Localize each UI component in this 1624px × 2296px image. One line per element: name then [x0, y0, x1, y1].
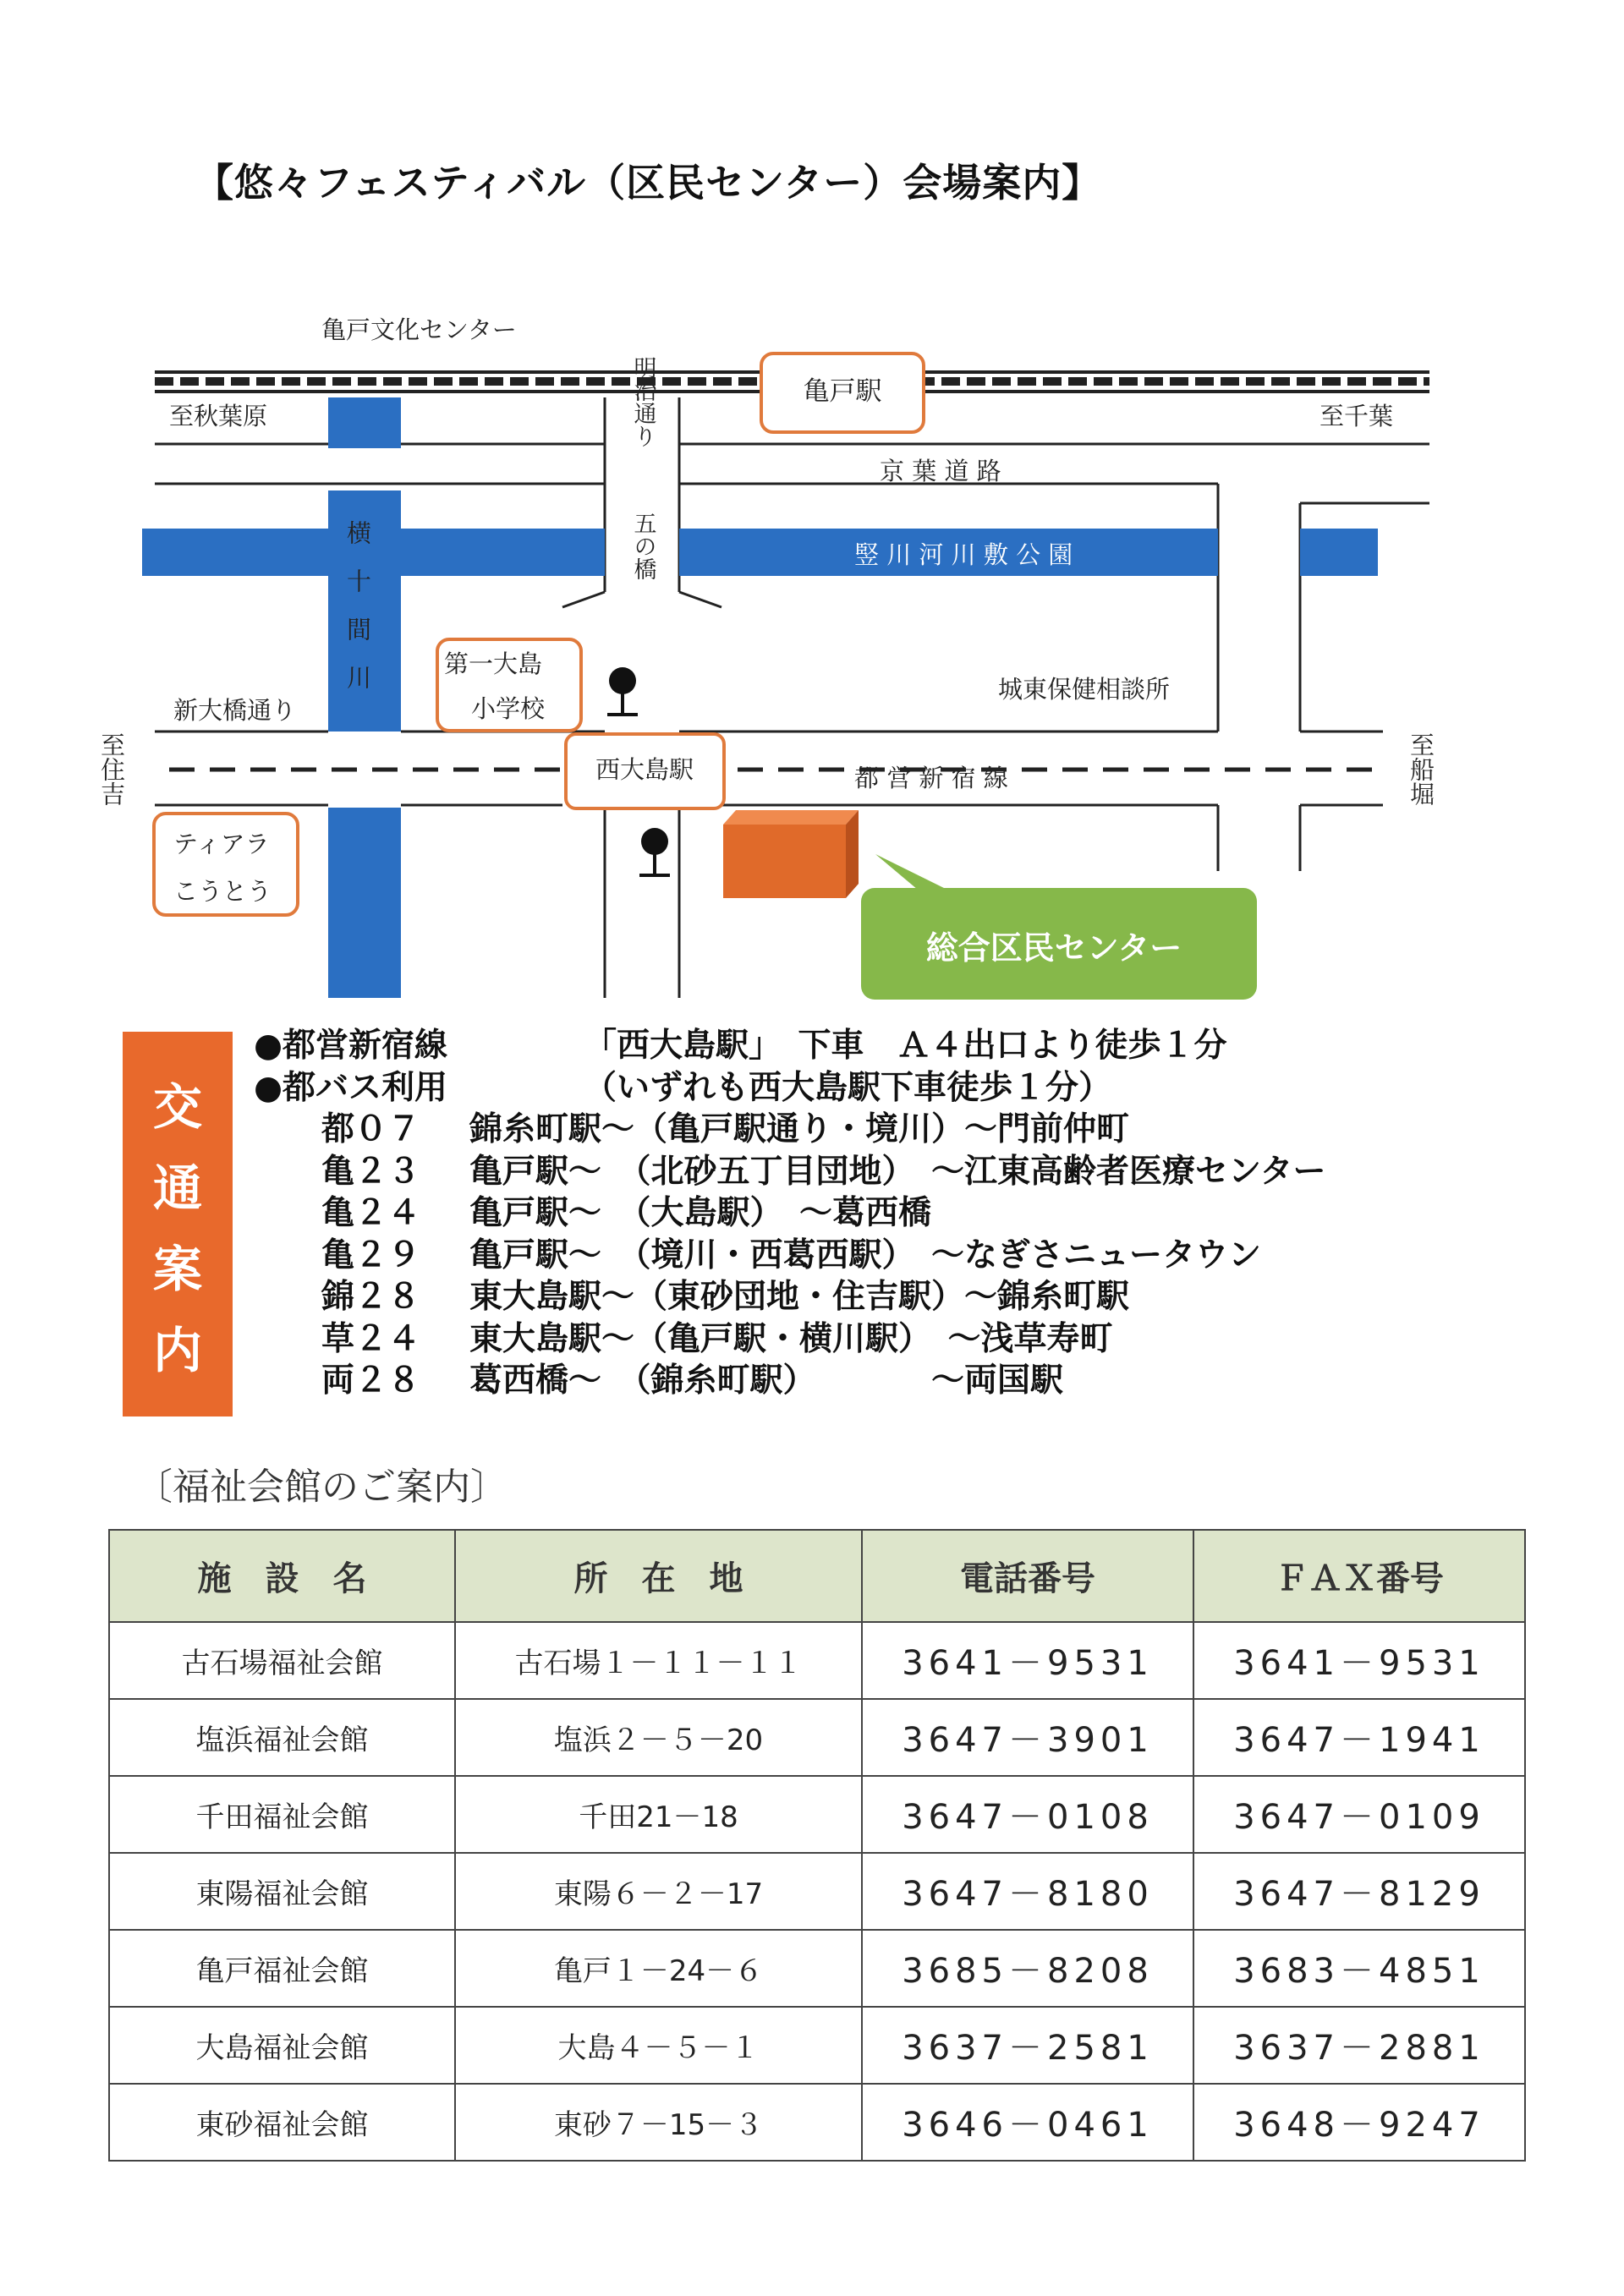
bus-route-number: 亀２４: [321, 1194, 421, 1232]
transit-detail: （いずれも西大島駅下車徒歩１分）: [584, 1068, 1112, 1107]
meiji-dori-label: 明治通り: [629, 356, 656, 447]
transit-tab-char: 内: [152, 1322, 202, 1379]
facility-name: 古石場福祉会館: [109, 1622, 455, 1699]
facility-name: 亀戸福祉会館: [109, 1930, 455, 2007]
bus-stop-icon: [639, 828, 670, 875]
bus-route-number: 両２８: [321, 1362, 421, 1400]
center-callout: [861, 854, 1257, 1000]
bus-route-number: 亀２９: [321, 1236, 421, 1274]
facility-fax: 3637－2881: [1193, 2007, 1525, 2084]
gonohashi-label: 五の橋: [629, 512, 656, 580]
facility-phone: 3646－0461: [862, 2084, 1193, 2161]
column-header: 施 設 名: [109, 1530, 455, 1622]
bus-route-detail: 亀戸駅～ （大島駅） ～葛西橋: [469, 1194, 932, 1232]
page-title: 【悠々フェスティバル（区民センター）会場案内】: [195, 160, 1102, 205]
tiara-label-line1: ティアラ: [173, 830, 270, 858]
keiyo-road-label: 京 葉 道 路: [880, 457, 1001, 485]
bus-route-detail: 錦糸町駅～（亀戸駅通り・境川）～門前仲町: [469, 1110, 1130, 1148]
venue-map: [0, 0, 1624, 1032]
table-header-row: [109, 1530, 1525, 1622]
table-row: [109, 1699, 1525, 1776]
facility-address: 千田21－18: [455, 1776, 862, 1853]
facility-name: 東砂福祉会館: [109, 2084, 455, 2161]
center-callout-label: 総合区民センター: [925, 929, 1182, 967]
facility-phone: 3685－8208: [862, 1930, 1193, 2007]
facility-address: 東陽６－２－17: [455, 1853, 862, 1930]
facility-address: 亀戸１－24－６: [455, 1930, 862, 2007]
transit-tab-char: 案: [152, 1241, 202, 1298]
bus-route-detail: 亀戸駅～ （北砂五丁目団地） ～江東高齢者医療センター: [469, 1152, 1326, 1191]
welfare-table: [108, 1529, 1526, 2162]
facility-address: 塩浜２－５－20: [455, 1699, 862, 1776]
facility-name: 東陽福祉会館: [109, 1853, 455, 1930]
tatekawa-park-label: 竪 川 河 川 敷 公 園: [854, 540, 1073, 569]
yokojukken-river-top: [328, 397, 401, 448]
kameido-bunka-label: 亀戸文化センター: [321, 315, 517, 344]
facility-name: 千田福祉会館: [109, 1776, 455, 1853]
joto-health-label: 城東保健相談所: [998, 675, 1171, 704]
welfare-heading: 〔福祉会館のご案内〕: [135, 1466, 508, 1509]
table-row: [109, 1853, 1525, 1930]
facility-phone: 3647－0108: [862, 1776, 1193, 1853]
facility-phone: 3637－2581: [862, 2007, 1193, 2084]
table-row: [109, 1930, 1525, 2007]
column-header: 所 在 地: [455, 1530, 862, 1622]
column-header: 電話番号: [862, 1530, 1193, 1622]
to-sumiyoshi-label: 至住吉: [97, 732, 126, 806]
transit-route: ●都営新宿線: [254, 1027, 448, 1065]
table-row: [109, 1776, 1525, 1853]
shinjuku-line-label: 都 営 新 宿 線: [854, 764, 1008, 792]
facility-phone: 3641－9531: [862, 1622, 1193, 1699]
bus-route-number: 亀２３: [321, 1152, 421, 1191]
facility-phone: 3647－3901: [862, 1699, 1193, 1776]
bus-route-number: 草２４: [321, 1319, 421, 1358]
transit-tab-char: 通: [152, 1159, 202, 1217]
facility-fax: 3641－9531: [1193, 1622, 1525, 1699]
facility-address: 東砂７－15－３: [455, 2084, 862, 2161]
tatekawa-river-east: [1300, 529, 1378, 576]
table-row: [109, 2084, 1525, 2161]
transit-detail: 「西大島駅」 下車 Ａ４出口より徒歩１分: [584, 1027, 1227, 1065]
facility-address: 古石場１－１１－１１: [455, 1622, 862, 1699]
school-label-line2: 小学校: [471, 694, 546, 723]
yokojukken-river-bottom: [328, 808, 401, 998]
bus-route-number: 錦２８: [321, 1278, 421, 1316]
kameido-station-label: 亀戸駅: [803, 376, 882, 407]
transit-tab-char: 交: [152, 1078, 202, 1136]
to-chiba-label: 至千葉: [1320, 402, 1394, 430]
transit-info-tab: [123, 1032, 233, 1417]
bus-route-number: 都０７: [321, 1110, 421, 1148]
facility-phone: 3647－8180: [862, 1853, 1193, 1930]
facility-fax: 3647－0109: [1193, 1776, 1525, 1853]
facility-fax: 3647－8129: [1193, 1853, 1525, 1930]
transit-route: ●都バス利用: [254, 1068, 448, 1107]
facility-name: 塩浜福祉会館: [109, 1699, 455, 1776]
bus-route-detail: 東大島駅～（東砂団地・住吉駅）～錦糸町駅: [469, 1278, 1130, 1316]
to-funabori-label: 至船堀: [1407, 732, 1435, 806]
bus-route-detail: 亀戸駅～ （境川・西葛西駅） ～なぎさニュータウン: [469, 1236, 1262, 1274]
bus-route-detail: 東大島駅～（亀戸駅・横川駅） ～浅草寿町: [469, 1319, 1113, 1358]
facility-fax: 3648－9247: [1193, 2084, 1525, 2161]
nishi-ojima-station-label: 西大島駅: [595, 755, 694, 784]
facility-fax: 3647－1941: [1193, 1699, 1525, 1776]
facility-address: 大島４－５－１: [455, 2007, 862, 2084]
facility-name: 大島福祉会館: [109, 2007, 455, 2084]
center-building-icon: [723, 810, 859, 898]
table-row: [109, 1622, 1525, 1699]
bus-stop-icon: [607, 667, 638, 715]
school-label-line1: 第一大島: [444, 649, 543, 678]
tatekawa-river-west: [142, 529, 605, 576]
shin-ohashi-dori-label: 新大橋通り: [173, 696, 297, 725]
tiara-label-line2: こうとう: [173, 877, 272, 906]
bus-route-detail: 葛西橋～ （錦糸町駅） ～両国駅: [469, 1362, 1064, 1400]
meiji-dori-road: [562, 397, 721, 998]
column-header: ＦＡＸ番号: [1193, 1530, 1525, 1622]
facility-fax: 3683－4851: [1193, 1930, 1525, 2007]
to-akihabara-label: 至秋葉原: [169, 402, 268, 430]
table-row: [109, 2007, 1525, 2084]
yokojukken-river-label: 横十間川: [343, 520, 372, 713]
